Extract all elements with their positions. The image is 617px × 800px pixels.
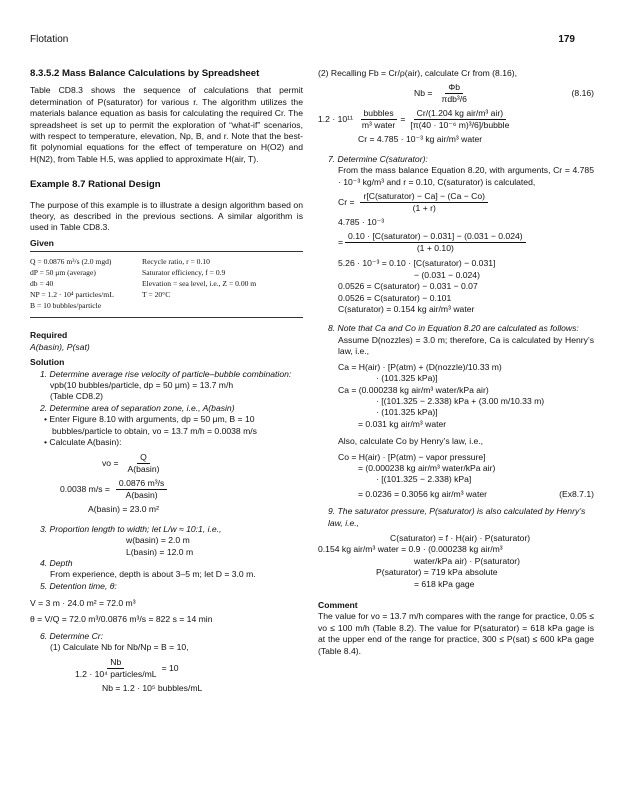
equation-co2: = (0.000238 kg air/m³ water/kPa air) bbox=[358, 462, 496, 473]
equation-basin: 0.0038 m/s = $\frac{\text{0.0876 m³/s}}{A(basin)}$ bbox=[30, 478, 303, 501]
given-bottom-rule bbox=[30, 317, 303, 318]
step-4-body: From experience, depth is about 3–5 m; let D = 3.0 m. bbox=[50, 569, 256, 580]
step-5-title: 5. Detention time, θ: bbox=[40, 580, 117, 591]
equation-co3: · [(101.325 − 2.338) kPa] bbox=[376, 474, 472, 485]
equation-area: A(basin) = 23.0 m² bbox=[88, 504, 159, 515]
equation-s9d: P(saturator) = 719 kPa absolute bbox=[376, 567, 498, 578]
equation-8-16: Nb = $\frac{\Phi b}{\text{πdb³/6}}$ (8.16) bbox=[414, 82, 594, 105]
section-title: 8.3.5.2 Mass Balance Calculations by Spreadsheet bbox=[30, 68, 260, 79]
comment-label: Comment bbox=[318, 600, 358, 610]
equation-ca1b: · (101.325 kPa)] bbox=[376, 373, 438, 384]
equation-csat: C(saturator) = 0.154 kg air/m³ water bbox=[338, 304, 475, 315]
step-6-title: 6. Determine Cr: bbox=[40, 631, 104, 641]
step-7-title: 7. Determine C(saturator): bbox=[328, 153, 428, 164]
given-row: Q = 0.0876 m³/s (2.0 mgd) Recycle ratio, r = 0.10 bbox=[30, 257, 210, 267]
solution-label: Solution bbox=[30, 357, 65, 368]
equation-s9e: = 618 kPa gage bbox=[414, 578, 475, 589]
equation-ca1: Ca = H(air) · [P(atm) + (D(nozzle)/10.33 m) bbox=[338, 361, 502, 372]
equation-co4: = 0.0236 = 0.3056 kg air/m³ water (Ex8.7.1) bbox=[358, 488, 594, 499]
step-3-length: L(basin) = 12.0 m bbox=[126, 546, 194, 557]
given-top-rule bbox=[30, 251, 303, 252]
also-text: Also, calculate Co by Henry’s law, i.e., bbox=[338, 436, 484, 447]
example-title: Example 8.7 Rational Design bbox=[30, 179, 161, 191]
equation-526b: − (0.031 − 0.024) bbox=[414, 269, 480, 280]
equation-4785: 4.785 · 10⁻³ bbox=[338, 217, 385, 228]
equation-tag: (8.16) bbox=[571, 88, 594, 99]
step-5-volume: V = 3 m · 24.0 m² = 72.0 m³ bbox=[30, 598, 136, 609]
step-2-bullet-2: • Calculate A(basin): bbox=[44, 436, 122, 447]
required-text: A(basin), P(sat) bbox=[30, 341, 90, 352]
equation-0526a: 0.0526 = C(saturator) − 0.031 − 0.07 bbox=[338, 281, 478, 292]
required-label: Required bbox=[30, 330, 68, 341]
equation-526a: 5.26 · 10⁻³ = 0.10 · [C(saturator) − 0.031] bbox=[338, 258, 496, 269]
comment-body: The value for vo = 13.7 m/h compares with the range for practice, 0.05 ≤ vo ≤ 100 m/h (Table 8.2). The value for P(saturator) = 618 kPa gage is at the upper end of the range for practice, 300 ≤ P(sat) ≤ 600 kPa gage (Table 8.4). bbox=[318, 611, 594, 656]
given-row: dP = 50 μm (average) Saturator efficiency, f = 0.9 bbox=[30, 268, 226, 278]
equation-vo: vo = $\frac{Q}{A(basin)}$ bbox=[102, 452, 160, 475]
equation-ca3: = 0.031 kg air/m³ water bbox=[358, 418, 447, 429]
step-8-body: Assume D(nozzles) = 3.0 m; therefore, Ca is calculated by Henry’s law, i.e., bbox=[338, 334, 594, 357]
equation-0526b: 0.0526 = C(saturator) − 0.101 bbox=[338, 292, 452, 303]
given-row: db = 40 Elevation = sea level, i.e., Z = 0.00 m bbox=[30, 279, 257, 289]
equation-ca2b: · [(101.325 − 2.338) kPa + (3.00 m/10.33 m) bbox=[376, 395, 545, 406]
right-column bbox=[318, 68, 594, 657]
example-body: The purpose of this example is to illustrate a design algorithm based on theory, as described in the previous sections. A similar algorithm is used in Table CD8.3. bbox=[30, 199, 303, 233]
step-1-ref: (Table CD8.2) bbox=[50, 391, 104, 402]
equation-nb: Nb = 1.2 · 10⁵ bubbles/mL bbox=[102, 682, 203, 693]
step-1-title: 1. Determine average rise velocity of particle–bubble combination: bbox=[40, 368, 292, 379]
given-row: B = 10 bubbles/particle bbox=[30, 301, 102, 311]
recall-text: (2) Recalling Fb = Cr/ρ(air), calculate Cr from (8.16), bbox=[318, 68, 518, 78]
step-7-body: From the mass balance Equation 8.20, with arguments, Cr = 4.785 · 10⁻³ kg/m³ and r = 0.10, C(saturator) is calculated, bbox=[338, 165, 594, 187]
step-2-bullet-1: • Enter Figure 8.10 with arguments, dp = 50 μm, B = 10 bubbles/particle to obtain, vo = 13.7 m/h = 0.0038 m/s bbox=[44, 414, 257, 436]
given-table bbox=[30, 256, 303, 311]
equation-s9b: 0.154 kg air/m³ water = 0.9 · (0.000238 kg air/m³ bbox=[318, 544, 503, 555]
equation-ca2: Ca = (0.000238 kg air/m³ water/kPa air) bbox=[338, 384, 489, 395]
step-5-theta: θ = V/Q = 72.0 m³/0.0876 m³/s = 822 s = 14 min bbox=[30, 613, 213, 624]
step-9-title: 9. The saturator pressure, P(saturator) is also calculated by Henry’s law, i.e., bbox=[328, 506, 586, 528]
equation-bubbles: 1.2 · 10¹¹ $\frac{\text{bubbles}}{\text{m³ water}}$ = $\frac{\text{Cr/(1.204 kg air/m³ air)}}{\text{[π(40 · 10⁻⁶ m)³/6]/bubble}}$ bbox=[318, 108, 510, 131]
equation-s9c: water/kPa air) · P(saturator) bbox=[414, 555, 521, 566]
equation-cr: Cr = 4.785 · 10⁻³ kg air/m³ water bbox=[358, 134, 483, 145]
equation-tag: (Ex8.7.1) bbox=[559, 488, 594, 499]
step-8-title: 8. Note that Ca and Co in Equation 8.20 are calculated as follows: bbox=[328, 323, 579, 334]
equation-4785-fraction: = $\frac{\text{0.10 · [C(saturator) − 0.031] − (0.031 − 0.024)}}{(1 + 0.10)}$ bbox=[318, 231, 594, 254]
given-row: NP = 1.2 · 10⁴ particles/mL T = 20°C bbox=[30, 290, 171, 300]
step-6-sub: (1) Calculate Nb for Nb/Np = B = 10, bbox=[50, 642, 189, 653]
step-3-title: 3. Proportion length to width; let L/w ≈ 10:1, i.e., bbox=[40, 523, 222, 534]
equation-ca2c: · (101.325 kPa)] bbox=[376, 407, 438, 418]
step-1-line: vpb(10 bubbles/particle, dp = 50 μm) = 13.7 m/h bbox=[50, 379, 234, 390]
section-body: Table CD8.3 shows the sequence of calculations that permit determination of P(saturator) for various r. The algorithm utilizes the materials balance equation as basis for calculating the required Cr. The spreadsheet is set up to permit the exploration of “what-if” scenarios, with respect to temperature, elevation, Np, B, and r. Note that the best-fit polynomial equations for the effect of temperature on H(O2) and H(N2), from Table H.5, was applied to approximate H(air, T). bbox=[30, 85, 303, 164]
equation-nb-ratio: $\frac{Nb}{\text{1.2 · 10⁴ particles/mL}}$ = 10 bbox=[75, 656, 179, 679]
step-4-title: 4. Depth bbox=[40, 557, 73, 568]
equation-cr-mass-balance: Cr = $\frac{\text{r[C(saturator) − Ca] − (Ca − Co)}}{(1 + r)}$ bbox=[318, 191, 594, 214]
given-label: Given bbox=[30, 237, 54, 248]
running-header-chapter: Flotation bbox=[30, 34, 69, 45]
step-3-width: w(basin) = 2.0 m bbox=[126, 535, 190, 546]
equation-co1: Co = H(air) · [P(atm) − vapor pressure] bbox=[338, 451, 486, 462]
step-2-title: 2. Determine area of separation zone, i.e., A(basin) bbox=[40, 402, 235, 413]
page-number: 179 bbox=[558, 34, 575, 45]
left-column bbox=[30, 68, 303, 694]
equation-s9a: C(saturator) = f · H(air) · P(saturator) bbox=[390, 532, 531, 543]
